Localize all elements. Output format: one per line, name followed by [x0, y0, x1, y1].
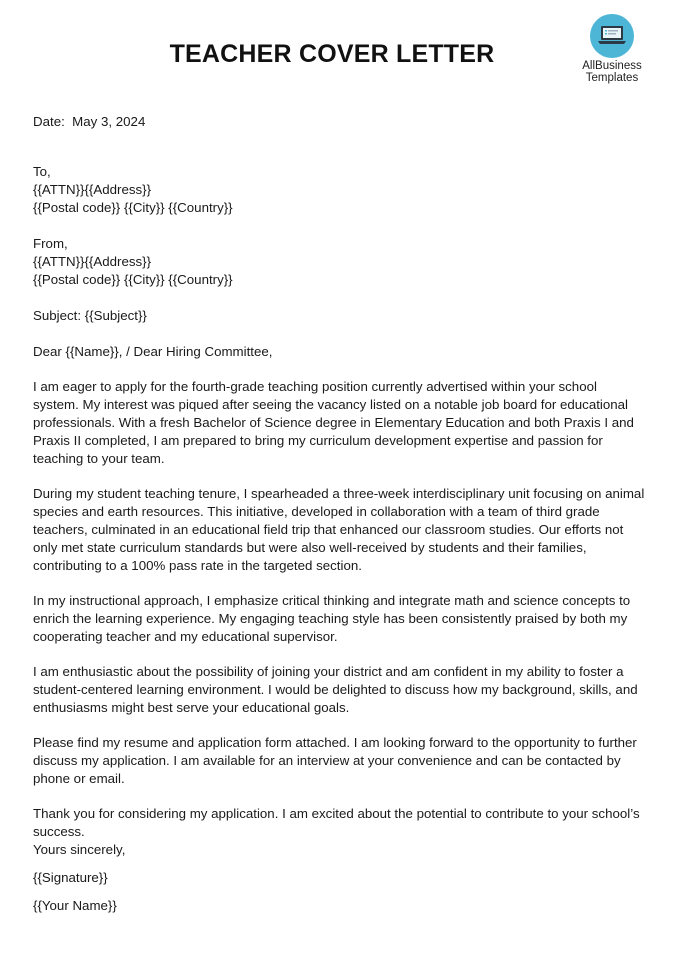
sender-block	[33, 235, 645, 289]
body-paragraph: I am enthusiastic about the possibility of joining your district and am confident in my ability to foster a student-centered learning environment. I would be delighted to discuss how my background, skills, and enthusiasms might best serve your educational goals.	[33, 664, 638, 715]
subject-line: Subject: {{Subject}}	[33, 308, 147, 323]
body-paragraph: During my student teaching tenure, I spearheaded a three-week interdisciplinary unit focusing on animal species and earth resources. This initiative, developed in collaboration with a team of third grade teachers, culminated in an educational field trip that enhanced our classroom studies. Our efforts not only met state curriculum standards but were also well-received by students and their families, contributing to a 100% pass rate in the targeted section.	[33, 486, 645, 573]
body-paragraph: Please find my resume and application form attached. I am looking forward to the opportunity to further discuss my application. I am available for an interview at your convenience and can be contacted by phone or email.	[33, 735, 637, 786]
body-paragraph: Thank you for considering my application. I am excited about the potential to contribute to your school’s success.	[33, 806, 640, 839]
sender-line: {{ATTN}}{{Address}}	[33, 254, 152, 269]
brand-line-2: Templates	[585, 72, 639, 84]
body-paragraph: I am eager to apply for the fourth-grade teaching position currently advertised within your school system. My interest was piqued after seeing the vacancy listed on a notable job board for educational professionals. With a fresh Bachelor of Science degree in Elementary Education and both Praxis I and Praxis II completed, I am prepared to bring my curriculum development expertise and passion for teaching to your team.	[33, 379, 634, 466]
document-title: TEACHER COVER LETTER	[169, 40, 495, 68]
letter-date: Date: May 3, 2024	[33, 114, 146, 129]
letter-body	[33, 113, 645, 915]
salutation: Dear {{Name}}, / Dear Hiring Committee,	[33, 344, 273, 359]
sender-line: From,	[33, 236, 68, 251]
recipient-block	[33, 163, 645, 217]
brand-name	[574, 60, 650, 84]
recipient-line: {{ATTN}}{{Address}}	[33, 182, 152, 197]
recipient-line: {{Postal code}} {{City}} {{Country}}	[33, 200, 233, 215]
closing: Yours sincerely,	[33, 842, 126, 857]
your-name-placeholder: {{Your Name}}	[33, 898, 117, 913]
body-paragraph: In my instructional approach, I emphasize critical thinking and integrate math and science concepts to enrich the learning experience. My engaging teaching style has been consistently praised by both my cooperating teacher and my educational supervisor.	[33, 593, 631, 644]
laptop-icon	[590, 14, 634, 58]
signature-placeholder: {{Signature}}	[33, 870, 108, 885]
brand-line-1: AllBusiness	[582, 60, 642, 72]
sender-line: {{Postal code}} {{City}} {{Country}}	[33, 272, 233, 287]
recipient-line: To,	[33, 164, 51, 179]
